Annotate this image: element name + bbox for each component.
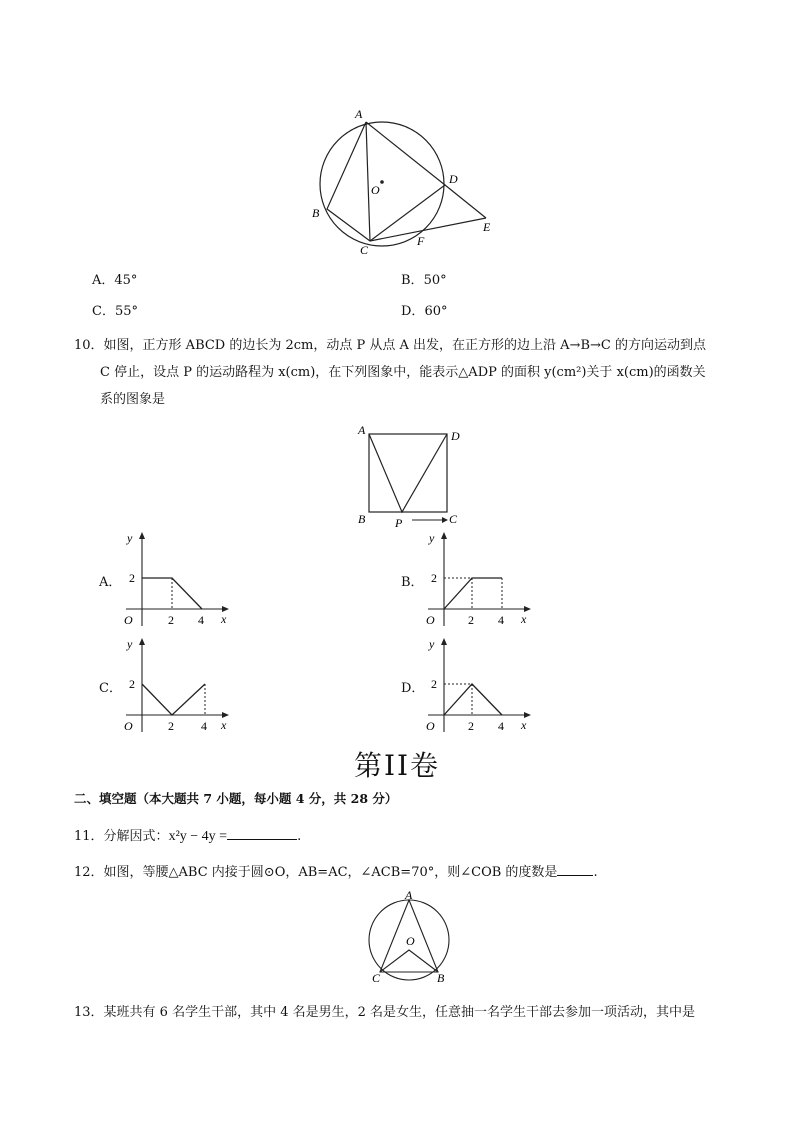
q10-graph-b-tick-2x: 2: [468, 613, 474, 627]
q9-segment-CE: [370, 218, 486, 241]
q12-answer-blank[interactable]: [557, 875, 593, 876]
q10-graph-c-y-label: y: [127, 637, 133, 651]
q13-line: 13．某班共有 6 名学生干部，其中 4 名是男生，2 名是女生，任意抽一名学生干部去参加一项活动，其中是: [74, 1005, 696, 1020]
q9-label-E: E: [483, 220, 491, 234]
q10-label-P: P: [395, 516, 403, 530]
q10-graph-b-axes: [428, 532, 531, 626]
q10-square-figure: [352, 420, 472, 530]
q12-label-C: C: [372, 971, 381, 985]
q10-graph-d-tick-4x: 4: [498, 719, 504, 733]
q10-graph-d-y-label: y: [429, 637, 435, 651]
q9-label-F: F: [417, 234, 425, 248]
q10-graph-a-x-label: x: [221, 612, 227, 626]
q10-graph-d-tick-2x: 2: [468, 719, 474, 733]
q10-label-D: D: [451, 429, 460, 443]
q9-segment-DE: [445, 185, 486, 218]
q10-graph-c-x-label: x: [221, 718, 227, 732]
q10-graph-a: [118, 530, 238, 630]
q10-square: [369, 434, 447, 512]
q10-line-2: C 停止，设点 P 的运动路程为 x(cm)，在下列图象中，能表示△ADP 的面积 y(cm²)关于 x(cm)的函数关: [100, 365, 706, 380]
q10-text: [74, 332, 734, 413]
q12-label-O: O: [406, 934, 415, 948]
q9-label-C: C: [360, 243, 369, 257]
q9-segment-AC: [366, 122, 370, 241]
q9-label-O: O: [371, 183, 380, 197]
q9-label-B: B: [312, 206, 320, 220]
q10-graph-a-origin: O: [124, 613, 133, 627]
q12-figure: [364, 890, 456, 986]
q10-graph-d-axes: [428, 638, 531, 732]
q10-graph-c: [118, 636, 238, 736]
q10-graph-a-axes: [126, 532, 229, 626]
q11-expression: x²y − 4y =: [168, 829, 228, 844]
q10-arrowhead: [442, 517, 448, 523]
q10-graph-a-y-label: y: [127, 531, 133, 545]
q9-label-A: A: [355, 107, 363, 121]
q10-graph-a-tick-2y: 2: [129, 571, 135, 585]
q10-graph-c-tick-2y: 2: [129, 677, 135, 691]
q9-option-c: C．55°: [92, 304, 138, 319]
q12-line: 12．如图，等腰△ABC 内接于圆⊙O，AB=AC，∠ACB=70°，则∠COB 的度数是 .: [74, 865, 598, 880]
q11-line: 11．分解因式：x²y − 4y = .: [74, 829, 302, 844]
q10-option-d-key: D．: [401, 681, 425, 696]
q10-graph-a-tick-4x: 4: [198, 613, 204, 627]
q10-line-1: 10．如图，正方形 ABCD 的边长为 2cm，动点 P 从点 A 出发，在正方形的边上沿 A→B→C 的方向运动到点: [74, 338, 706, 353]
q9-option-b: B．50°: [401, 273, 447, 288]
q10-graph-d-tick-2y: 2: [431, 677, 437, 691]
q10-graph-c-tick-4x: 4: [201, 719, 207, 733]
q10-graph-c-origin: O: [124, 719, 133, 733]
q10-graph-c-curve: [142, 684, 205, 715]
q10-graph-b-tick-2y: 2: [431, 571, 437, 585]
q9-option-a: A．45°: [92, 273, 138, 288]
q10-option-c-key: C．: [99, 681, 122, 696]
q10-line-3: 系的图象是: [100, 392, 166, 407]
q9-option-d: D．60°: [401, 304, 448, 319]
q10-option-b-key: B．: [401, 575, 424, 590]
q10-graph-d-curve: [444, 684, 502, 715]
q9-center-dot: [380, 180, 384, 184]
q10-graph-d: [420, 636, 540, 736]
q10-graph-d-origin: O: [426, 719, 435, 733]
q10-graph-b-y-label: y: [429, 531, 435, 545]
q10-label-C: C: [449, 512, 458, 526]
q12-label-A: A: [405, 890, 413, 902]
q10-graph-c-tick-2x: 2: [168, 719, 174, 733]
q10-graph-b-origin: O: [426, 613, 435, 627]
q10-label-A: A: [358, 423, 366, 437]
q10-graph-c-axes: [126, 638, 229, 732]
q12-label-B: B: [437, 971, 445, 985]
q9-figure: [300, 100, 510, 265]
q10-graph-b-curve: [444, 578, 502, 609]
q10-graph-d-x-label: x: [521, 718, 527, 732]
volume-title: 第II卷: [353, 749, 441, 782]
q9-quadrilateral: [327, 122, 445, 241]
q10-graph-b-x-label: x: [521, 612, 527, 626]
q12-radii: [380, 950, 438, 972]
q9-label-D: D: [449, 172, 458, 186]
q10-graph-b: [420, 530, 540, 630]
q10-option-a-key: A．: [99, 575, 122, 590]
q10-graph-b-tick-4x: 4: [498, 613, 504, 627]
q10-triangle-ADP: [369, 434, 447, 512]
q11-answer-blank[interactable]: [227, 839, 297, 840]
section-2-title: 二、填空题（本大题共 7 小题，每小题 4 分，共 28 分）: [74, 791, 398, 806]
q10-label-B: B: [358, 512, 366, 526]
q10-graph-a-tick-2x: 2: [168, 613, 174, 627]
